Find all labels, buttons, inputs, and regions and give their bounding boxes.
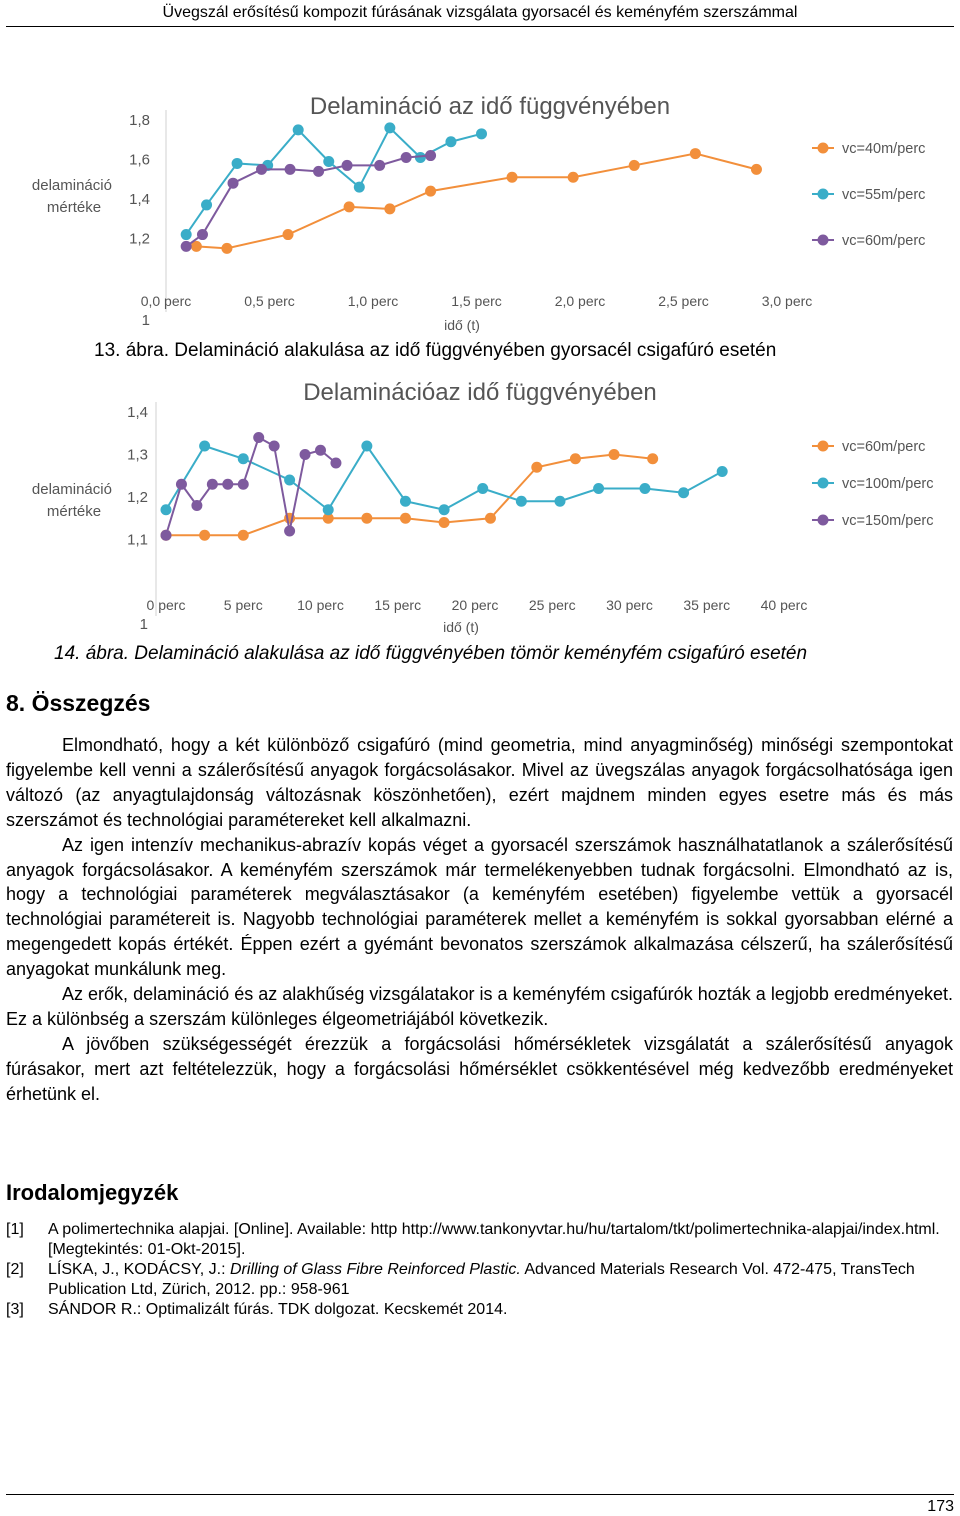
header-rule	[6, 26, 954, 27]
data-point	[629, 160, 640, 171]
y-tick-label: 1,2	[129, 230, 150, 248]
data-point	[342, 160, 353, 171]
y-tick-label: 1,8	[129, 112, 150, 129]
x-axis-label: idő (t)	[443, 619, 479, 635]
x-tick-label: 3,0 perc	[761, 293, 813, 309]
data-point	[516, 496, 527, 507]
x-axis-label: idő (t)	[444, 317, 480, 333]
legend-marker	[818, 189, 829, 200]
data-point	[593, 483, 604, 494]
y-axis-label	[32, 481, 116, 520]
y-tick-label: 1,3	[127, 446, 148, 464]
reference-text: SÁNDOR R.: Optimalizált fúrás. TDK dolgozat. Kecskemét 2014.	[48, 1301, 508, 1318]
data-point	[384, 122, 395, 133]
data-point	[531, 462, 542, 473]
y-axis-label-line1: delamináció	[31, 177, 112, 194]
chart-13	[0, 30, 960, 370]
section-body	[6, 733, 953, 1107]
data-point	[439, 517, 450, 528]
series-line	[186, 156, 430, 247]
data-point	[161, 504, 172, 515]
data-point	[207, 479, 218, 490]
data-point	[425, 150, 436, 161]
y-axis-label-line2: mértéke	[46, 199, 102, 216]
x-tick-label: 2,5 perc	[658, 293, 709, 309]
x-tick-label: 15 perc	[374, 597, 422, 613]
data-point	[323, 504, 334, 515]
data-point	[678, 487, 689, 498]
caption-fig14: 14. ábra. Delamináció alakulása az idő függvényében tömör keményfém csigafúró esetén	[54, 643, 808, 664]
reference-text	[48, 1260, 953, 1300]
reference-details: Advanced Materials Research Vol. 472-475, TransTech Publication Ltd, Zürich, 2012. pp.: 958-961	[48, 1261, 915, 1298]
reference-number: [2]	[6, 1261, 24, 1278]
legend-label: vc=100m/perc	[842, 476, 934, 492]
y-tick-label: 1	[141, 312, 150, 329]
x-tick-label: 0,0 perc	[140, 293, 192, 309]
chart-14	[0, 370, 960, 650]
legend-label: vc=40m/perc	[842, 141, 926, 157]
data-point	[344, 201, 355, 212]
data-point	[717, 466, 728, 477]
reference-item	[6, 1260, 953, 1300]
y-tick-label: 1,4	[127, 404, 148, 421]
data-point	[568, 172, 579, 183]
data-point	[445, 136, 456, 147]
data-point	[361, 513, 372, 524]
data-point	[221, 243, 232, 254]
y-tick-label: 1	[139, 616, 148, 633]
data-point	[201, 199, 212, 210]
data-point	[199, 530, 210, 541]
legend-marker	[818, 478, 829, 489]
section-heading: 8. Összegzés	[6, 690, 151, 716]
data-point	[191, 500, 202, 511]
x-tick-label: 35 perc	[683, 597, 731, 613]
data-point	[374, 160, 385, 171]
running-header: Üvegszál erősítésű kompozit fúrásának vizsgálata gyorsacél és keményfém szerszámmal	[162, 4, 798, 21]
data-point	[400, 513, 411, 524]
legend-label: vc=55m/perc	[842, 187, 926, 203]
data-point	[181, 229, 192, 240]
data-point	[690, 148, 701, 159]
data-point	[269, 441, 280, 452]
data-point	[284, 526, 295, 537]
data-point	[238, 530, 249, 541]
data-point	[256, 164, 267, 175]
data-point	[507, 172, 518, 183]
data-point	[313, 166, 324, 177]
data-point	[315, 445, 326, 456]
data-point	[330, 458, 341, 469]
data-point	[477, 483, 488, 494]
y-tick-label: 1,1	[127, 531, 148, 549]
reference-authors: LÍSKA, J., KODÁCSY, J.:	[48, 1261, 230, 1278]
data-point	[181, 241, 192, 252]
data-point	[354, 182, 365, 193]
x-tick-label: 2,0 perc	[554, 293, 606, 309]
data-point	[283, 229, 294, 240]
legend-label: vc=150m/perc	[842, 513, 934, 529]
data-point	[300, 449, 311, 460]
paragraph: Az igen intenzív mechanikus-abrazív kopás véget a gyorsacél szerszámok használhatatlanok a szálerősítésű anyagok forgácsolásakor. A keményfém szerszámok már termelékenyebben tudnak forgácsolni. Elmondható az is, hogy a technológiai paraméterek megválasztásakor (a keményfém esetében) figyelembe vettük a gyorsacél technológiai paramétereit is. Nagyobb technológiai paraméterek mellet a keményfém is sokkal gyorsabban elérné a megengedett kopás értékét. Éppen ezért a gyémánt bevonatos szerszámok alkalmazása célszerű, ha szálerősítésű anyagokat munkálunk meg.	[6, 834, 953, 980]
data-point	[323, 156, 334, 167]
paragraph: Elmondható, hogy a két különböző csigafúró (mind geometria, mind anyagminőség) minőségi szempontokat figyelembe kell venni a szálerősítésű anyagok forgácsolásakor. Mivel az üvegszálas anyagok forgácsolhatósága igen változó (az anyagtulajdonság változásnak köszönhetően), ezért majdnem minden egyes esetre más és más szerszámot és technológiai paramétereket kell alkalmazni.	[6, 735, 953, 830]
data-point	[476, 128, 487, 139]
y-axis-label-line1: delamináció	[31, 481, 112, 498]
series-line	[166, 438, 336, 536]
data-point	[647, 453, 658, 464]
page-number: 173	[927, 1498, 954, 1515]
chart-title: Delaminációaz idő függvényében	[303, 379, 657, 406]
y-tick-label: 1,2	[127, 489, 148, 506]
reference-number: [3]	[6, 1301, 24, 1318]
data-point	[425, 186, 436, 197]
x-tick-label: 40 perc	[760, 597, 808, 613]
legend-marker	[818, 515, 829, 526]
x-tick-label: 20 perc	[451, 597, 499, 613]
y-tick-label: 1,4	[129, 191, 150, 208]
data-point	[361, 441, 372, 452]
footer-rule	[6, 1494, 954, 1495]
x-tick-label: 25 perc	[528, 597, 576, 613]
legend-label: vc=60m/perc	[842, 233, 926, 249]
data-point	[232, 158, 243, 169]
legend-marker	[818, 143, 829, 154]
x-tick-label: 0,5 perc	[244, 293, 295, 309]
y-axis-label-line2: mértéke	[46, 503, 102, 520]
data-point	[284, 475, 295, 486]
reference-number: [1]	[6, 1221, 24, 1238]
reference-list	[6, 1220, 953, 1320]
data-point	[228, 178, 239, 189]
reference-text: A polimertechnika alapjai. [Online]. Available: http http://www.tankonyvtar.hu/hu/tartalom/tkt/polimertechnika-alapjai/index.html. [Megtekintés: 01-Okt-2015].	[48, 1221, 940, 1258]
data-point	[485, 513, 496, 524]
y-axis-label	[32, 177, 116, 216]
data-point	[751, 164, 762, 175]
data-point	[253, 432, 264, 443]
data-point	[238, 453, 249, 464]
y-tick-label: 1,6	[129, 151, 150, 169]
data-point	[384, 203, 395, 214]
legend-marker	[818, 441, 829, 452]
data-point	[293, 124, 304, 135]
data-point	[401, 152, 412, 163]
legend-label: vc=60m/perc	[842, 439, 926, 455]
x-tick-label: 5 perc	[223, 597, 263, 613]
data-point	[400, 496, 411, 507]
chart-title: Delamináció az idő függvényében	[309, 93, 671, 120]
x-tick-label: 1,0 perc	[347, 293, 399, 309]
data-point	[238, 479, 249, 490]
data-point	[554, 496, 565, 507]
x-tick-label: 30 perc	[606, 597, 653, 613]
x-tick-label: 1,5 perc	[451, 293, 502, 309]
x-tick-label: 0 perc	[146, 597, 186, 613]
x-tick-label: 10 perc	[297, 597, 344, 613]
legend-marker	[818, 235, 829, 246]
data-point	[161, 530, 172, 541]
data-point	[609, 449, 620, 460]
data-point	[222, 479, 233, 490]
data-point	[439, 504, 450, 515]
reference-title: Drilling of Glass Fibre Reinforced Plastic.	[230, 1261, 521, 1278]
caption-fig13: 13. ábra. Delamináció alakulása az idő függvényében gyorsacél csigafúró esetén	[94, 340, 777, 361]
references-heading: Irodalomjegyzék	[6, 1180, 179, 1205]
data-point	[197, 229, 208, 240]
data-point	[176, 479, 187, 490]
reference-item	[6, 1300, 953, 1320]
data-point	[199, 441, 210, 452]
data-point	[570, 453, 581, 464]
data-point	[639, 483, 650, 494]
data-point	[285, 164, 296, 175]
reference-item	[6, 1220, 953, 1260]
paragraph: Az erők, delamináció és az alakhűség vizsgálatakor is a keményfém csigafúrók hozták a legjobb eredményeket. Ez a különbség a szerszám különleges élgeometriájából következik.	[6, 984, 953, 1029]
series-line	[196, 154, 756, 249]
series-line	[166, 446, 722, 510]
paragraph: A jövőben szükségességét érezzük a forgácsolási hőmérsékletek vizsgálatát a szálerősítésű anyagok fúrásakor, mert azt feltételezzük, hogy a forgácsolási hőmérséklet csökkentésével még kedvezőbb eredményeket érhetünk el.	[6, 1033, 953, 1104]
